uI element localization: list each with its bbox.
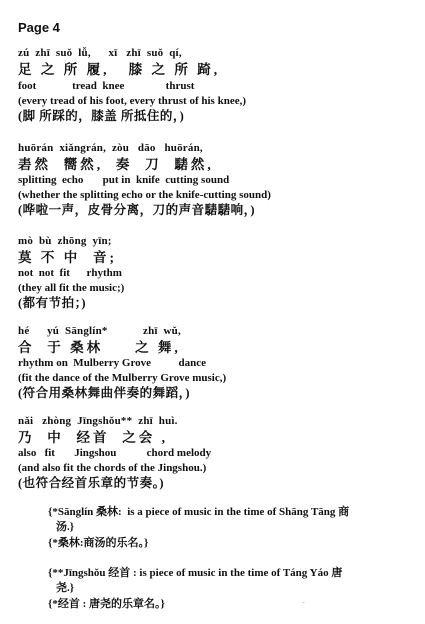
stanza-5-pinyin: nǎi zhòng Jīngshǒu** zhī huì. — [18, 415, 178, 427]
page-number: Page 4 — [18, 20, 60, 35]
stanza-3-gloss: not not fit rhythm — [18, 267, 122, 279]
scan-mark: ~ — [302, 601, 305, 606]
note-2-line-1: {**Jīngshǒu 经首 : is piece of music in the time of Táng Yáo 唐 — [48, 567, 343, 579]
stanza-1-modern: (脚 所踩的，膝盖 所抵住的，) — [18, 109, 185, 123]
note-1-line-1: {*Sānglín 桑林: is a piece of music in the time of Shāng Tāng 商 — [48, 506, 350, 518]
stanza-2-chinese: 砉然 嚮然, 奏 刀 騞然, — [18, 157, 214, 172]
note-1-line-3: {*桑林:商汤的乐名。} — [48, 537, 149, 549]
stanza-5-modern: (也符合经首乐章的节奏。) — [18, 476, 165, 490]
stanza-1-pinyin: zú zhī suǒ lǚ, xī zhī suǒ qí, — [18, 47, 182, 59]
stanza-4-modern: (符合用桑林舞曲伴奏的舞蹈，) — [18, 386, 191, 400]
stanza-3-english: (they all fit the music;) — [18, 282, 125, 294]
stanza-1-gloss: foot tread knee thrust — [18, 80, 195, 92]
note-2-line-2: 尧.} — [56, 582, 75, 594]
stanza-3-pinyin: mò bù zhōng yīn; — [18, 235, 112, 247]
stanza-5-gloss: also fit Jingshou chord melody — [18, 447, 212, 459]
stanza-3-chinese: 莫 不 中 音; — [18, 250, 117, 265]
stanza-4-english: (fit the dance of the Mulberry Grove music,) — [18, 372, 227, 384]
note-1-line-2: 汤.} — [56, 521, 75, 533]
note-2-line-3: {*经首 : 唐尧的乐章名。} — [48, 598, 165, 610]
stanza-4-chinese: 合 于 桑林 之 舞, — [18, 340, 181, 355]
stanza-2-pinyin: huōrán xiǎngrán, zòu dāo huōrán, — [18, 142, 203, 154]
stanza-5-chinese: 乃 中 经首 之会 , — [18, 430, 168, 445]
stanza-2-modern: (哗啦一声，皮骨分离，刀的声音騞騞响，) — [18, 203, 256, 217]
stanza-5-english: (and also fit the chords of the Jingshou.) — [18, 462, 207, 474]
stanza-4-gloss: rhythm on Mulberry Grove dance — [18, 357, 207, 369]
stanza-2-english: (whether the splitting echo or the knife-cutting sound) — [18, 189, 271, 201]
stanza-1-english: (every tread of his foot, every thrust of his knee,) — [18, 95, 247, 107]
stanza-3-modern: (都有节拍；) — [18, 296, 87, 310]
stanza-2-gloss: splitting echo put in knife cutting sound — [18, 174, 230, 186]
stanza-4-pinyin: hé yú Sānglín* zhī wǔ, — [18, 325, 181, 337]
stanza-1-chinese: 足 之 所 履, 膝 之 所 踦, — [18, 62, 221, 77]
